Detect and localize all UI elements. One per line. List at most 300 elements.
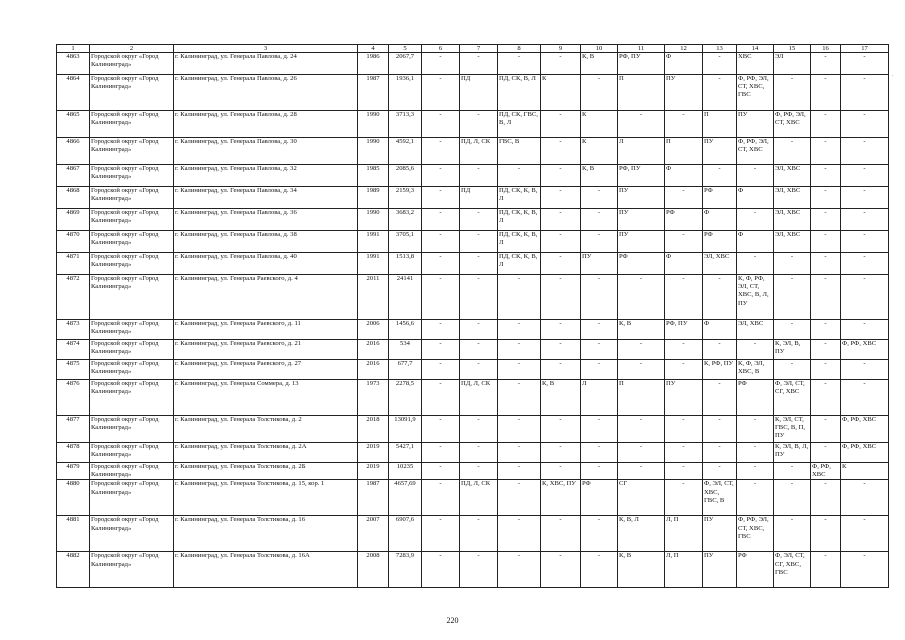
table-cell: Ф, РФ, ЭЛ, СТ, ХВС, ГВС [737,75,774,111]
table-cell: Ф [665,53,703,75]
table-cell: 2019 [358,443,389,463]
table-cell: 24141 [389,275,422,320]
table-cell: 4873 [57,320,90,340]
table-row [57,340,889,360]
table-cell: 4863 [57,53,90,75]
table-cell: - [811,187,841,209]
table-cell: - [581,516,618,552]
table-cell: - [460,516,498,552]
table-cell: ЭЛ, ХВС [703,253,737,275]
table-cell: К, РФ, ПУ [703,360,737,380]
table-cell: К, В, Л [618,516,665,552]
table-cell: - [541,111,581,138]
table-cell: - [581,75,618,111]
table-cell: 7283,9 [389,552,422,588]
table-cell: г. Калининград, ул. Генерала Раевского, д. 4 [174,275,358,320]
table-cell: - [618,463,665,480]
table-cell: - [541,138,581,165]
table-cell: ПД, СК, К, В, Л [498,209,541,231]
table-cell: - [811,75,841,111]
table-cell: - [422,443,460,463]
table-cell: К, ХВС, ПУ [541,480,581,516]
table-cell: 1987 [358,75,389,111]
table-cell: К, В [581,53,618,75]
table-cell: - [422,275,460,320]
table-cell: - [811,360,841,380]
table-row [57,138,889,165]
table-cell: П [703,111,737,138]
table-cell: 4875 [57,360,90,380]
table-cell: 4881 [57,516,90,552]
table-cell: - [774,516,811,552]
table-row [57,516,889,552]
table-cell: Ф, РФ, ХВС [811,463,841,480]
table-cell: - [581,360,618,380]
table-cell: 4877 [57,416,90,443]
table-cell: - [460,320,498,340]
table-cell: - [581,231,618,253]
table-cell: 4592,1 [389,138,422,165]
table-cell: - [498,320,541,340]
table-cell: г. Калининград, ул. Генерала Павлова, д. 30 [174,138,358,165]
table-cell: Ф [703,320,737,340]
table-cell: К [581,111,618,138]
table-cell: 4879 [57,463,90,480]
table-cell: Городской округ «Город Калининград» [90,380,174,416]
table-cell: Ф [737,231,774,253]
table-cell: 2006 [358,320,389,340]
table-cell: - [581,275,618,320]
table-cell: г. Калининград, ул. Генерала Толстикова, д. 16А [174,552,358,588]
table-cell: К, В [618,552,665,588]
table-cell: - [422,138,460,165]
table-cell: - [460,340,498,360]
table-cell: - [581,340,618,360]
table-cell: - [703,416,737,443]
table-row [57,320,889,340]
column-number: 11 [618,45,665,53]
table-cell: РФ [737,380,774,416]
table-cell: 6907,6 [389,516,422,552]
table-cell: - [422,53,460,75]
table-cell: 1990 [358,111,389,138]
table-cell: - [541,416,581,443]
column-number: 14 [737,45,774,53]
table-cell: - [460,231,498,253]
table-cell: г. Калининград, ул. Генерала Раевского, д. 27 [174,360,358,380]
table-cell: Ф [665,253,703,275]
table-cell: 2067,7 [389,53,422,75]
table-cell: - [811,138,841,165]
column-number: 4 [358,45,389,53]
table-cell: 4869 [57,209,90,231]
table-row [57,53,889,75]
table-cell: 1986 [358,53,389,75]
table-cell: ПД, СК, К, В, Л [498,253,541,275]
column-number: 12 [665,45,703,53]
table-cell: РФ [737,552,774,588]
table-cell: 1990 [358,138,389,165]
table-cell: - [581,320,618,340]
table-cell: - [422,320,460,340]
table-cell: ПУ [737,111,774,138]
table-cell: - [841,187,889,209]
table-cell: Городской округ «Город Калининград» [90,75,174,111]
table-cell: К [841,463,889,480]
table-cell: П [618,380,665,416]
table-cell: г. Калининград, ул. Генерала Павлова, д. 34 [174,187,358,209]
table-cell: Ф, РФ, ЭЛ, СТ, ХВС, ГВС [737,516,774,552]
table-cell: - [498,516,541,552]
table-cell: - [841,253,889,275]
table-row [57,75,889,111]
table-cell: Городской округ «Город Калининград» [90,463,174,480]
table-row [57,416,889,443]
table-cell: - [811,480,841,516]
table-cell: ЭЛ, ХВС [774,165,811,187]
table-cell: - [841,320,889,340]
table-cell: ПУ [618,231,665,253]
table-cell: - [541,320,581,340]
table-cell: 4878 [57,443,90,463]
column-number: 2 [90,45,174,53]
table-cell: ПУ [581,253,618,275]
table-cell: СГ [618,480,665,516]
table-cell: - [541,516,581,552]
table-cell: К, В [541,380,581,416]
table-cell: - [811,516,841,552]
table-cell: Городской округ «Город Калининград» [90,111,174,138]
table-cell: 4867 [57,165,90,187]
table-cell: 4880 [57,480,90,516]
table-cell: К [581,138,618,165]
table-cell: 4868 [57,187,90,209]
table-cell: - [737,340,774,360]
table-cell: - [703,165,737,187]
table-cell: - [460,360,498,380]
table-cell: 1456,6 [389,320,422,340]
table-cell: Ф, РФ, ХВС [841,340,889,360]
table-cell: Городской округ «Город Калининград» [90,552,174,588]
column-number: 6 [422,45,460,53]
table-cell: - [581,209,618,231]
table-cell: - [774,138,811,165]
table-cell: - [422,360,460,380]
table-cell: Городской округ «Город Калининград» [90,253,174,275]
table-cell: - [581,187,618,209]
table-cell: г. Калининград, ул. Генерала Павлова, д. 26 [174,75,358,111]
table-cell: 1973 [358,380,389,416]
table-cell: - [460,416,498,443]
table-cell: - [774,75,811,111]
table-cell: - [422,416,460,443]
table-cell: 677,7 [389,360,422,380]
table-cell: К, ЭЛ, В, ПУ [774,340,811,360]
column-number: 10 [581,45,618,53]
table-cell: К [541,75,581,111]
table-cell: г. Калининград, ул. Генерала Павлова, д. 32 [174,165,358,187]
table-cell: - [422,340,460,360]
table-cell: - [422,463,460,480]
table-cell: - [703,340,737,360]
table-cell: Ф, РФ, ЭЛ, СТ, ХВС [737,138,774,165]
table-cell: ЭЛ, ХВС [774,231,811,253]
table-cell: - [841,111,889,138]
table-cell: - [498,463,541,480]
table-cell: 534 [389,340,422,360]
table-cell: - [422,165,460,187]
table-cell: - [498,360,541,380]
table-cell: г. Калининград, ул. Генерала Раевского, д. 21 [174,340,358,360]
column-number: 8 [498,45,541,53]
table-cell: 1936,1 [389,75,422,111]
table-cell: - [541,552,581,588]
table-cell: 2159,3 [389,187,422,209]
table-cell: - [541,253,581,275]
table-cell: ПД [460,75,498,111]
table-row [57,253,889,275]
table-cell: - [665,463,703,480]
table-cell: Городской округ «Город Калининград» [90,443,174,463]
table-cell: ПУ [703,552,737,588]
table-cell: - [841,75,889,111]
table-cell: - [774,480,811,516]
table-cell: - [498,480,541,516]
table-cell: 2016 [358,340,389,360]
table-cell: Городской округ «Город Калининград» [90,53,174,75]
table-cell: - [703,275,737,320]
table-cell: г. Калининград, ул. Генерала Толстикова, д. 2 [174,416,358,443]
table-cell: - [774,360,811,380]
table-cell: - [774,275,811,320]
table-cell: - [541,340,581,360]
table-cell: Городской округ «Город Калининград» [90,340,174,360]
margin-mark: . [892,72,894,78]
table-cell: - [811,320,841,340]
table-cell: 1990 [358,209,389,231]
table-cell: - [665,480,703,516]
table-cell: - [422,75,460,111]
table-cell: РФ, ПУ [618,53,665,75]
table-cell: 1991 [358,253,389,275]
table-cell: - [811,53,841,75]
table-cell: ПД, Л, СК [460,138,498,165]
table-cell: - [665,340,703,360]
table-cell: П [618,75,665,111]
table-cell: - [581,552,618,588]
table-cell: - [737,443,774,463]
register-table [56,44,889,588]
table-cell: - [541,275,581,320]
table-cell: 3713,3 [389,111,422,138]
table-cell: ПУ [618,209,665,231]
table-cell: Городской округ «Город Калининград» [90,320,174,340]
table-cell: - [811,209,841,231]
table-cell: - [737,463,774,480]
table-cell: 4872 [57,275,90,320]
table-cell: Ф, ЭЛ, СТ, ХВС, ГВС, В [703,480,737,516]
table-cell: ПУ [703,516,737,552]
table-cell: Л, П [665,516,703,552]
table-cell: - [541,463,581,480]
table-cell: - [498,275,541,320]
table-cell: - [422,253,460,275]
column-number: 5 [389,45,422,53]
table-cell: - [841,516,889,552]
table-cell: - [581,443,618,463]
table-cell: 2011 [358,275,389,320]
table-cell: - [460,111,498,138]
column-number: 16 [811,45,841,53]
table-cell: ПД, СК, В, Л [498,75,541,111]
table-row [57,275,889,320]
table-cell: - [841,552,889,588]
table-cell: - [811,275,841,320]
table-cell: Городской округ «Город Калининград» [90,187,174,209]
table-cell: - [737,416,774,443]
table-cell: - [811,340,841,360]
table-cell: 4866 [57,138,90,165]
table-cell: Ф, РФ, ХВС [841,443,889,463]
table-cell: Ф [703,209,737,231]
table-cell: - [841,275,889,320]
table-cell: - [665,275,703,320]
column-number-row [57,45,889,53]
table-cell: - [460,53,498,75]
page-number: 220 [446,616,459,625]
table-cell: К, В [581,165,618,187]
table-cell: - [541,187,581,209]
table-cell: - [498,443,541,463]
table-cell: ПД, СК, ГВС, В, Л [498,111,541,138]
table-cell: - [498,53,541,75]
table-cell: - [460,443,498,463]
table-cell: Ф, РФ, ЭЛ, СТ, ХВС [774,111,811,138]
table-cell: 2019 [358,463,389,480]
table-cell: - [422,516,460,552]
table-body [57,45,889,588]
table-cell: - [737,209,774,231]
table-cell: - [541,443,581,463]
table-cell: Городской округ «Город Калининград» [90,165,174,187]
table-cell: г. Калининград, ул. Генерала Толстикова, д. 16 [174,516,358,552]
table-cell: ПУ [665,380,703,416]
table-row [57,165,889,187]
table-cell: - [774,253,811,275]
table-cell: - [460,552,498,588]
table-cell: - [841,480,889,516]
table-cell: ПД, СК, К, В, Л [498,187,541,209]
column-number: 9 [541,45,581,53]
table-cell: - [665,111,703,138]
table-cell: г. Калининград, ул. Генерала Павлова, д. 24 [174,53,358,75]
table-row [57,463,889,480]
table-row [57,552,889,588]
table-cell: - [422,209,460,231]
table-cell: ПУ [703,138,737,165]
table-row [57,231,889,253]
table-cell: - [665,360,703,380]
table-cell: ЭЛ [774,53,811,75]
table-cell: - [811,165,841,187]
table-cell: - [841,165,889,187]
table-row [57,187,889,209]
table-cell: Городской округ «Город Калининград» [90,209,174,231]
table-cell: ПД, Л, СК [460,380,498,416]
table-cell: г. Калининград, ул. Генерала Толстикова, д. 2Б [174,463,358,480]
column-number: 1 [57,45,90,53]
table-cell: - [422,187,460,209]
table-cell: - [422,380,460,416]
table-cell: г. Калининград, ул. Генерала Павлова, д. 40 [174,253,358,275]
table-cell: ЭЛ, ХВС [737,320,774,340]
table-cell: - [541,209,581,231]
table-cell: Городской округ «Город Калининград» [90,360,174,380]
table-cell: 4864 [57,75,90,111]
table-cell: г. Калининград, ул. Генерала Павлова, д. 36 [174,209,358,231]
table-cell: - [498,165,541,187]
table-cell: РФ [703,231,737,253]
table-cell: РФ [665,209,703,231]
table-cell: 1985 [358,165,389,187]
table-cell: 3705,1 [389,231,422,253]
table-cell: Городской округ «Город Калининград» [90,516,174,552]
table-cell: 5427,1 [389,443,422,463]
table-cell: - [618,275,665,320]
table-cell: г. Калининград, ул. Генерала Павлова, д. 28 [174,111,358,138]
table-cell: - [665,231,703,253]
table-cell: - [618,340,665,360]
table-cell: Л [581,380,618,416]
table-cell: 1989 [358,187,389,209]
table-cell: г. Калининград, ул. Генерала Раевского, д. 11 [174,320,358,340]
table-row [57,380,889,416]
table-cell: г. Калининград, ул. Генерала Толстикова, д. 2А [174,443,358,463]
table-row [57,111,889,138]
table-cell: 2085,6 [389,165,422,187]
table-cell: Ф [737,187,774,209]
table-cell: - [811,231,841,253]
table-cell: 4870 [57,231,90,253]
table-cell: К, Ф, ЭЛ, ХВС, В [737,360,774,380]
table-cell: Городской округ «Город Калининград» [90,416,174,443]
table-cell: Ф [665,165,703,187]
table-cell: - [422,480,460,516]
table-cell: ХВС [737,53,774,75]
table-cell: Л, П [665,552,703,588]
table-cell: - [618,111,665,138]
table-cell: 1991 [358,231,389,253]
table-cell: - [665,416,703,443]
table-cell: 2007 [358,516,389,552]
table-cell: - [665,443,703,463]
table-cell: - [841,138,889,165]
table-cell: - [811,380,841,416]
table-cell: - [841,53,889,75]
table-cell: 2278,5 [389,380,422,416]
table-cell: - [774,463,811,480]
table-cell: 1987 [358,480,389,516]
table-cell: - [811,111,841,138]
table-cell: ПД [460,187,498,209]
table-cell: ЭЛ, ХВС [774,209,811,231]
column-number: 15 [774,45,811,53]
table-cell: Городской округ «Город Калининград» [90,138,174,165]
table-cell: Ф, ЭЛ, СТ, СГ, ХВС [774,380,811,416]
table-cell: - [460,165,498,187]
table-cell: - [841,380,889,416]
table-cell: ПД, Л, СК [460,480,498,516]
